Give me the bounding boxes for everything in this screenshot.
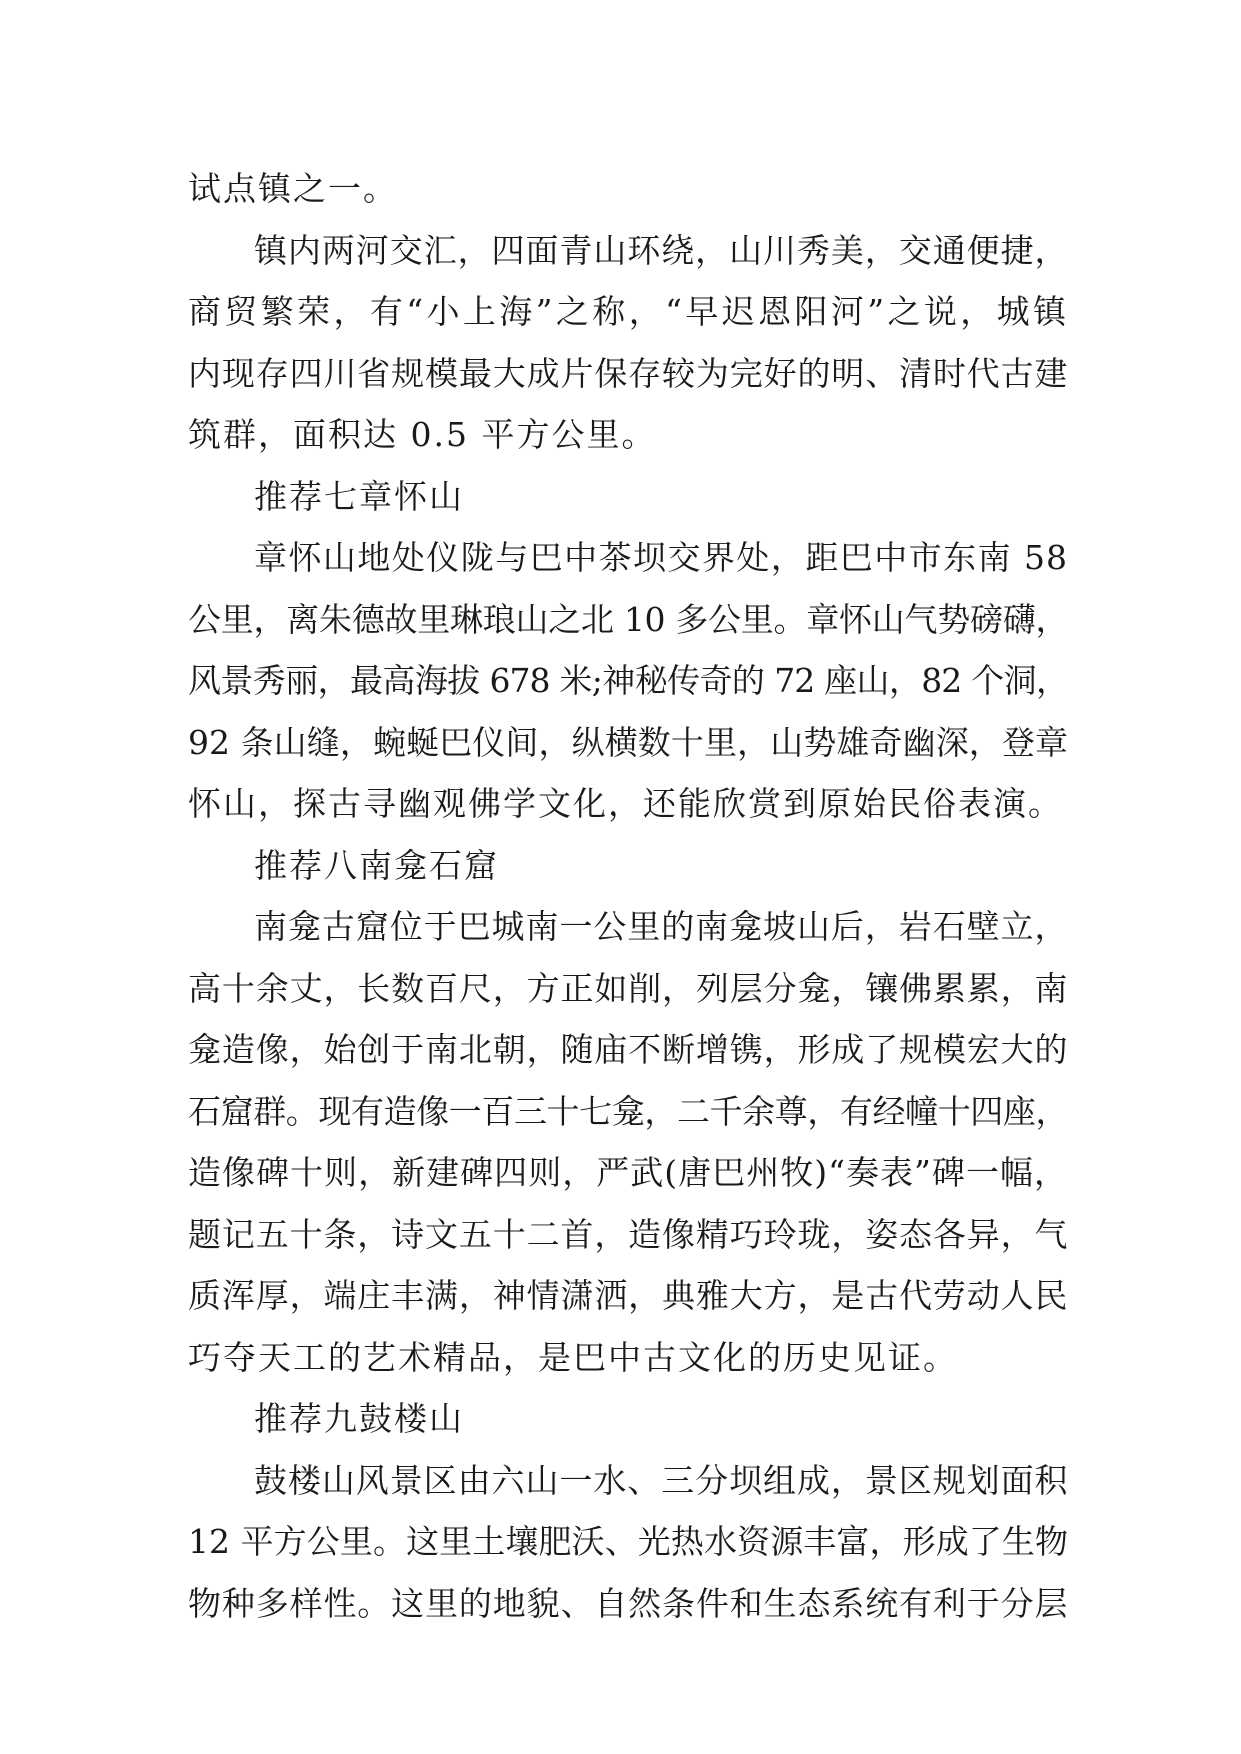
text-line: 试点镇之一。 [188, 169, 398, 208]
text-line: 92 条山缝，蜿蜒巴仪间，纵横数十里，山势雄奇幽深，登章 [188, 722, 1068, 762]
text-line: 筑群，面积达 0.5 平方公里。 [188, 415, 657, 454]
text-line: 物种多样性。这里的地貌、自然条件和生态系统有利于分层 [188, 1583, 1068, 1623]
text-line: 质浑厚，端庄丰满，神情潇洒，典雅大方，是古代劳动人民 [188, 1276, 1068, 1315]
text-line: 高十余丈，长数百尺，方正如削，列层分龛，镶佛累累，南 [188, 968, 1068, 1008]
text-line: 商贸繁荣，有“小上海”之称，“早迟恩阳河”之说，城镇 [188, 292, 1068, 331]
text-line: 12 平方公里。这里土壤肥沃、光热水资源丰富，形成了生物 [188, 1522, 1068, 1561]
text-line: 内现存四川省规模最大成片保存较为完好的明、清时代古建 [188, 353, 1068, 393]
text-line: 南龛古窟位于巴城南一公里的南龛坡山后，岩石壁立， [254, 907, 1068, 946]
section-heading: 推荐七章怀山 [254, 476, 464, 516]
text-line: 龛造像，始创于南北朝，随庙不断增镌，形成了规模宏大的 [188, 1030, 1068, 1069]
section-heading: 推荐八南龛石窟 [254, 845, 499, 885]
text-line: 公里，离朱德故里琳琅山之北 10 多公里。章怀山气势磅礴， [188, 599, 1068, 639]
text-line: 石窟群。现有造像一百三十七龛，二千余尊，有经幢十四座， [188, 1091, 1068, 1131]
section-heading: 推荐九鼓楼山 [254, 1399, 464, 1438]
text-line: 造像碑十则，新建碑四则，严武(唐巴州牧)“奏表”碑一幅， [188, 1153, 1068, 1192]
document-body [188, 158, 1068, 1634]
text-line: 风景秀丽，最高海拔 678 米;神秘传奇的 72 座山，82 个洞， [188, 661, 1068, 700]
text-line: 题记五十条，诗文五十二首，造像精巧玲珑，姿态各异，气 [188, 1214, 1068, 1254]
text-line: 巧夺天工的艺术精品，是巴中古文化的历史见证。 [188, 1337, 958, 1377]
text-line: 镇内两河交汇，四面青山环绕，山川秀美，交通便捷， [254, 230, 1068, 270]
text-line: 章怀山地处仪陇与巴中茶坝交界处，距巴中市东南 58 [254, 538, 1068, 577]
text-line: 鼓楼山风景区由六山一水、三分坝组成，景区规划面积 [254, 1460, 1068, 1500]
text-line: 怀山，探古寻幽观佛学文化，还能欣赏到原始民俗表演。 [188, 784, 1063, 823]
